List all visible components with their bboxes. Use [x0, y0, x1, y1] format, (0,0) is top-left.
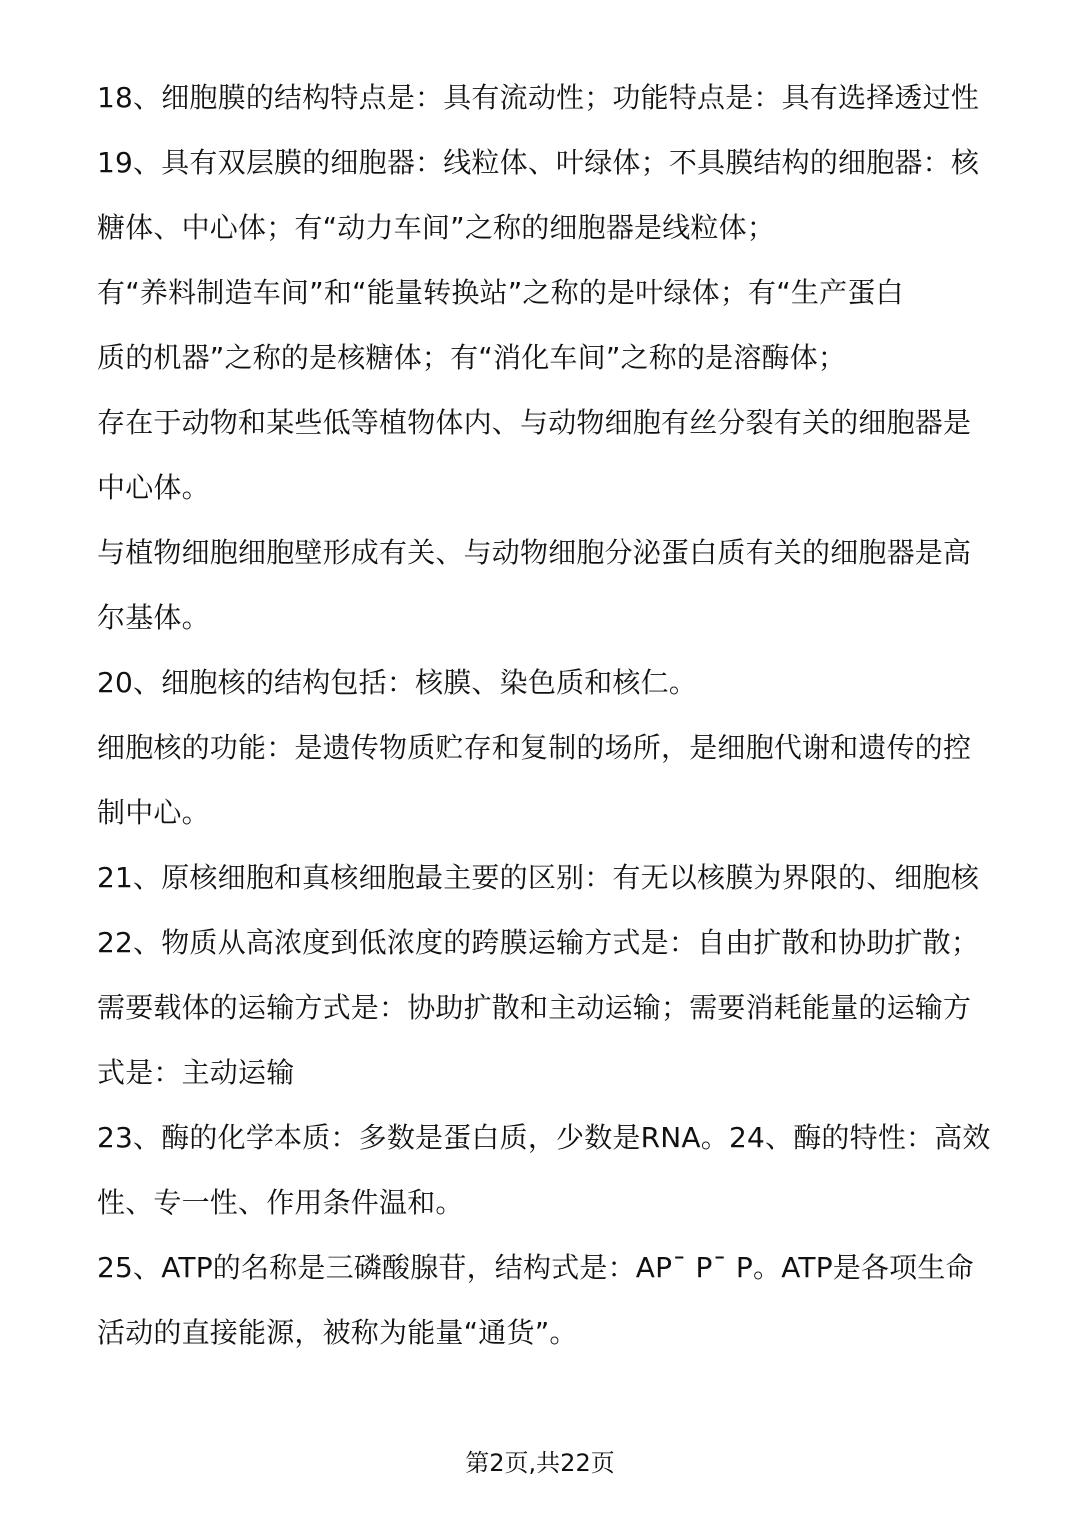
- page-number-footer: 第2页,共22页: [465, 1449, 615, 1477]
- text-line-12: 制中心。: [97, 796, 210, 829]
- text-line-14: 22、物质从高浓度到低浓度的跨膜运输方式是：自由扩散和协助扩散；: [97, 926, 980, 959]
- text-line-15: 需要载体的运输方式是：协助扩散和主动运输；需要消耗能量的运输方: [97, 991, 972, 1024]
- text-line-18: 性、专一性、作用条件温和。: [97, 1186, 464, 1219]
- text-line-1: 18、细胞膜的结构特点是：具有流动性；功能特点是：具有选择透过性: [97, 81, 980, 114]
- text-line-11: 细胞核的功能：是遗传物质贮存和复制的场所，是细胞代谢和遗传的控: [97, 731, 972, 764]
- text-line-13: 21、原核细胞和真核细胞最主要的区别：有无以核膜为界限的、细胞核: [97, 861, 980, 894]
- text-line-10: 20、细胞核的结构包括：核膜、染色质和核仁。: [97, 666, 698, 699]
- text-line-9: 尔基体。: [97, 601, 210, 634]
- text-line-20: 活动的直接能源，被称为能量“通货”。: [97, 1316, 578, 1349]
- text-line-2: 19、具有双层膜的细胞器：线粒体、叶绿体；不具膜结构的细胞器：核: [97, 146, 980, 179]
- text-line-7: 中心体。: [97, 471, 210, 504]
- text-line-16: 式是：主动运输: [97, 1056, 295, 1089]
- text-line-3: 糖体、中心体；有“动力车间”之称的细胞器是线粒体；: [97, 211, 776, 244]
- text-line-4: 有“养料制造车间”和“能量转换站”之称的是叶绿体；有“生产蛋白: [97, 276, 904, 309]
- text-line-5: 质的机器”之称的是核糖体；有“消化车间”之称的是溶酶体；: [97, 341, 847, 374]
- text-line-19: 25、ATP的名称是三磷酸腺苷，结构式是：AP¯ P¯ P。ATP是各项生命: [97, 1251, 974, 1284]
- text-line-8: 与植物细胞细胞壁形成有关、与动物细胞分泌蛋白质有关的细胞器是高: [97, 536, 972, 569]
- text-line-17: 23、酶的化学本质：多数是蛋白质，少数是RNA。24、酶的特性：高效: [97, 1121, 991, 1154]
- text-line-6: 存在于动物和某些低等植物体内、与动物细胞有丝分裂有关的细胞器是: [97, 406, 972, 439]
